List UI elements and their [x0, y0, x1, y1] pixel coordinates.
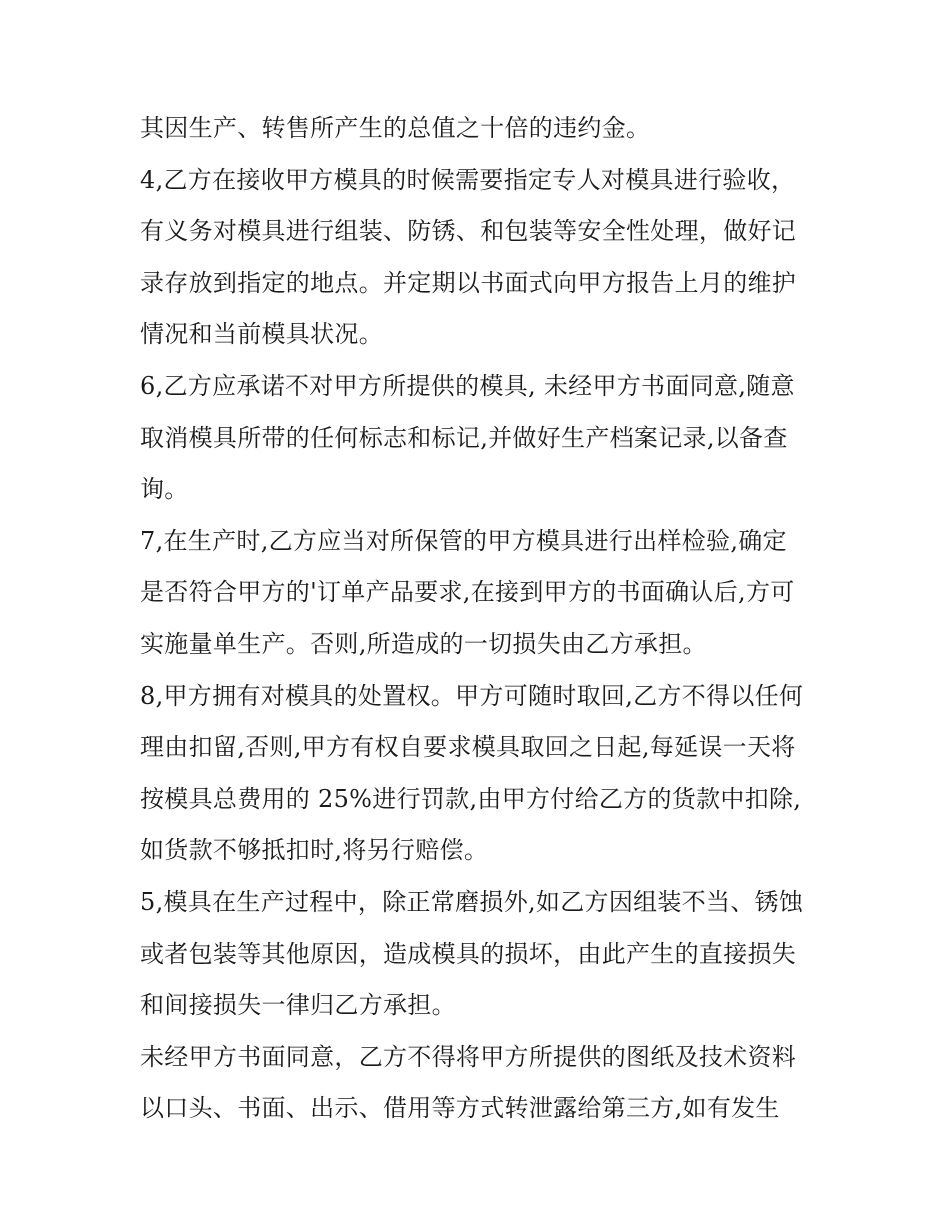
text-line: 询。: [140, 475, 189, 504]
text-line: 情况和当前模具状况。: [140, 320, 383, 349]
text-line: 8,甲方拥有对模具的处置权。甲方可随时取回,乙方不得以任何: [140, 681, 804, 710]
text-line: 和间接损失一律归乙方承担。: [140, 991, 456, 1020]
text-line: 7,在生产时,乙方应当对所保管的甲方模具进行出样检验,确定: [140, 526, 787, 555]
text-line: 5,模具在生产过程中，除正常磨损外,如乙方因组装不当、锈蚀: [140, 887, 804, 916]
text-line: 有义务对模具进行组装、防锈、和包装等安全性处理，做好记: [140, 217, 797, 246]
text-line: 4,乙方在接收甲方模具的时候需要指定专人对模具进行验收，: [140, 165, 796, 194]
text-line: 或者包装等其他原因，造成模具的损坏，由此产生的直接损失: [140, 939, 797, 968]
text-line: 取消模具所带的任何标志和标记,并做好生产档案记录,以备查: [140, 423, 788, 452]
text-line: 如货款不够抵扣时,将另行赔偿。: [140, 836, 489, 865]
text-line: 未经甲方书面同意，乙方不得将甲方所提供的图纸及技术资料: [140, 1042, 797, 1071]
text-line: 理由扣留,否则,甲方有权自要求模具取回之日起,每延误一天将: [140, 733, 796, 762]
text-line: 实施量单生产。否则,所造成的一切损失由乙方承担。: [140, 629, 707, 658]
text-line: 其因生产、转售所产生的总值之十倍的违约金。: [140, 114, 651, 142]
text-line: 以口头、书面、出示、借用等方式转泄露给第三方,如有发生: [140, 1094, 780, 1123]
text-line: 按模具总费用的 25%进行罚款,由甲方付给乙方的货款中扣除,: [140, 784, 802, 813]
text-line: 是否符合甲方的'订单产品要求,在接到甲方的书面确认后,方可: [140, 578, 795, 607]
text-line: 录存放到指定的地点。并定期以书面式向甲方报告上月的维护: [140, 268, 797, 297]
document-body: [140, 103, 820, 1135]
text-line: 6,乙方应承诺不对甲方所提供的模具, 未经甲方书面同意,随意: [140, 371, 795, 400]
